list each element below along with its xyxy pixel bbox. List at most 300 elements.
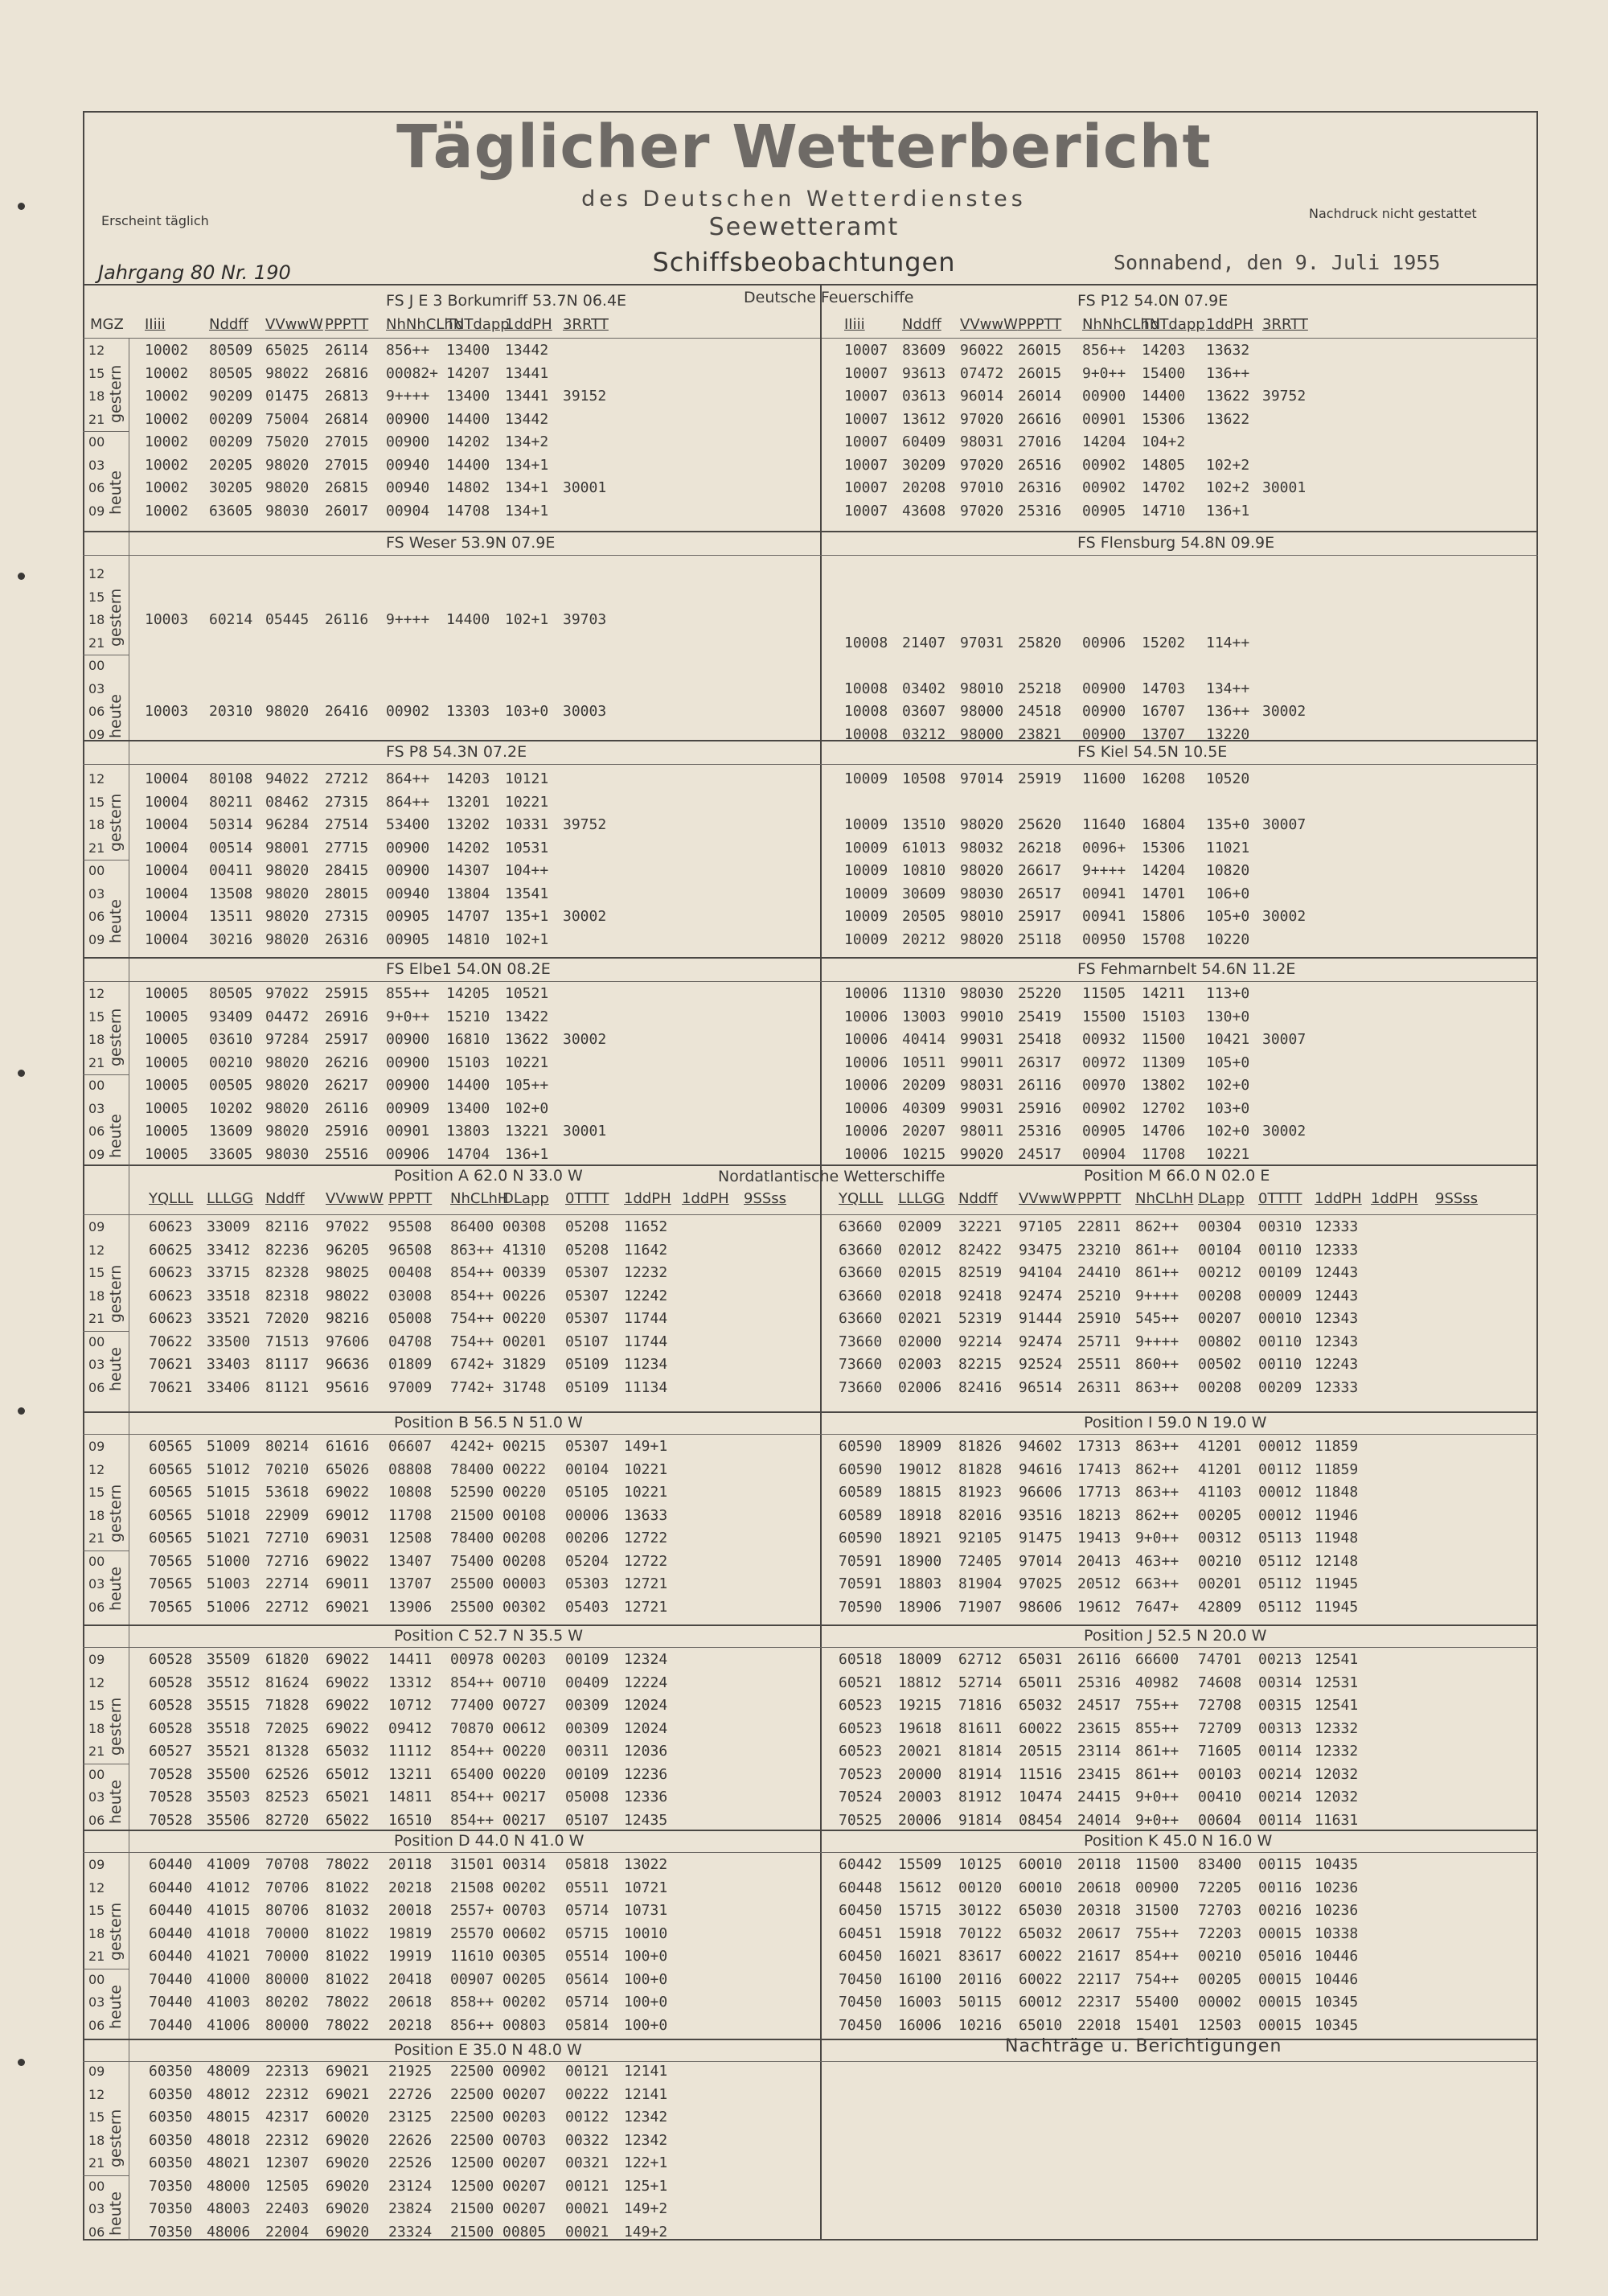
hour-label: 12 bbox=[88, 566, 105, 581]
issue-number: Jahrgang 80 Nr. 190 bbox=[98, 261, 291, 284]
right-data-cell: 22117 bbox=[1077, 1970, 1122, 1988]
left-data-cell: 27212 bbox=[325, 770, 369, 787]
ship-position-right: Position J 52.5 N 20.0 W bbox=[1084, 1627, 1267, 1645]
right-data-cell: 135+0 bbox=[1206, 816, 1250, 833]
right-data-cell: 83617 bbox=[958, 1948, 1003, 1965]
left-data-cell: 100+0 bbox=[624, 1970, 668, 1988]
left-data-cell: 69022 bbox=[326, 1651, 370, 1668]
hour-label: 09 bbox=[88, 2064, 105, 2079]
left-data-cell: 00220 bbox=[503, 1484, 547, 1501]
right-data-cell: 00205 bbox=[1198, 1970, 1242, 1988]
right-data-cell: 98020 bbox=[960, 930, 1004, 948]
hour-label: 00 bbox=[88, 1971, 105, 1987]
left-data-cell: 20618 bbox=[388, 1994, 433, 2011]
left-data-cell: 00226 bbox=[503, 1287, 547, 1304]
left-data-cell: 00703 bbox=[503, 1902, 547, 1919]
left-data-cell: 35515 bbox=[207, 1697, 251, 1714]
right-data-cell: 11500 bbox=[1142, 1031, 1186, 1048]
left-data-cell: 00907 bbox=[450, 1970, 494, 1988]
right-data-cell: 91475 bbox=[1019, 1530, 1063, 1546]
right-data-cell: 114++ bbox=[1206, 634, 1250, 651]
left-data-cell: 39752 bbox=[563, 816, 607, 833]
hour-label: 06 bbox=[88, 1123, 105, 1139]
right-data-cell: 11859 bbox=[1315, 1460, 1359, 1478]
right-data-cell: 62712 bbox=[958, 1651, 1003, 1668]
right-data-cell: 854++ bbox=[1135, 1948, 1179, 1965]
corrections-heading: Nachträge u. Berichtigungen bbox=[1005, 2036, 1282, 2056]
ws-right-col-header: VVwwW bbox=[1019, 1190, 1077, 1207]
right-data-cell: 97014 bbox=[960, 770, 1004, 787]
left-data-cell: 60565 bbox=[149, 1438, 193, 1455]
right-data-cell: 103+0 bbox=[1206, 1099, 1250, 1117]
fs-right-col-header: Nddff bbox=[902, 316, 941, 333]
left-data-cell: 4242+ bbox=[450, 1438, 494, 1455]
left-data-cell: 10808 bbox=[388, 1484, 433, 1501]
right-data-cell: 20505 bbox=[902, 908, 946, 925]
left-data-cell: 97606 bbox=[326, 1333, 370, 1350]
left-data-cell: 134+1 bbox=[505, 479, 549, 496]
left-data-cell: 13312 bbox=[388, 1674, 433, 1691]
right-data-cell: 43608 bbox=[902, 502, 946, 520]
left-data-cell: 13303 bbox=[446, 703, 490, 720]
right-data-cell: 31500 bbox=[1135, 1902, 1179, 1919]
right-data-cell: 91444 bbox=[1019, 1310, 1063, 1327]
left-data-cell: 75004 bbox=[265, 410, 310, 428]
left-data-cell: 10005 bbox=[145, 1123, 189, 1140]
left-data-cell: 05008 bbox=[388, 1310, 433, 1327]
left-data-cell: 96284 bbox=[265, 816, 310, 833]
left-data-cell: 00202 bbox=[503, 1994, 547, 2011]
right-data-cell: 30001 bbox=[1262, 479, 1306, 496]
left-data-cell: 10202 bbox=[209, 1099, 253, 1117]
left-data-cell: 78400 bbox=[450, 1460, 494, 1478]
left-data-cell: 81624 bbox=[265, 1674, 310, 1691]
ws-right-col-header: LLLGG bbox=[898, 1190, 945, 1207]
left-data-cell: 10002 bbox=[145, 364, 189, 382]
right-data-cell: 12032 bbox=[1315, 1765, 1359, 1783]
left-data-cell: 65032 bbox=[326, 1743, 370, 1760]
left-data-cell: 10004 bbox=[145, 816, 189, 833]
right-data-cell: 15202 bbox=[1142, 634, 1186, 651]
ws-left-col-header: PPPTT bbox=[388, 1190, 433, 1207]
right-data-cell: 00104 bbox=[1198, 1241, 1242, 1259]
right-data-cell: 96514 bbox=[1019, 1378, 1063, 1396]
right-data-cell: 9++++ bbox=[1082, 862, 1126, 879]
left-data-cell: 00900 bbox=[386, 433, 430, 450]
left-data-cell: 10004 bbox=[145, 908, 189, 925]
right-data-cell: 00015 bbox=[1258, 1994, 1302, 2011]
ws-left-col-header: VVwwW bbox=[326, 1190, 384, 1207]
left-data-cell: 39152 bbox=[563, 388, 607, 405]
left-data-cell: 14203 bbox=[446, 770, 490, 787]
right-data-cell: 20006 bbox=[898, 1811, 942, 1829]
left-data-cell: 31748 bbox=[503, 1378, 547, 1396]
right-data-cell: 00208 bbox=[1198, 1287, 1242, 1304]
left-data-cell: 98020 bbox=[265, 456, 310, 474]
hour-label: 00 bbox=[88, 2178, 105, 2194]
station-title-right: FS Kiel 54.5N 10.5E bbox=[1077, 743, 1228, 761]
left-data-cell: 102+1 bbox=[505, 611, 549, 628]
right-data-cell: 02000 bbox=[898, 1333, 942, 1350]
right-data-cell: 25210 bbox=[1077, 1287, 1122, 1304]
hour-label: 12 bbox=[88, 1242, 105, 1258]
right-data-cell: 41103 bbox=[1198, 1484, 1242, 1501]
right-data-cell: 12443 bbox=[1315, 1264, 1359, 1281]
right-data-cell: 97105 bbox=[1019, 1218, 1063, 1235]
left-data-cell: 93409 bbox=[209, 1008, 253, 1025]
left-data-cell: 50314 bbox=[209, 816, 253, 833]
hour-label: 21 bbox=[88, 411, 105, 427]
left-data-cell: 69021 bbox=[326, 2063, 370, 2080]
right-data-cell: 11600 bbox=[1082, 770, 1126, 787]
left-data-cell: 12508 bbox=[388, 1530, 433, 1546]
left-data-cell: 2557+ bbox=[450, 1902, 494, 1919]
left-data-cell: 10003 bbox=[145, 611, 189, 628]
right-data-cell: 102+2 bbox=[1206, 456, 1250, 474]
left-data-cell: 81022 bbox=[326, 1924, 370, 1942]
left-data-cell: 10002 bbox=[145, 388, 189, 405]
right-data-cell: 20209 bbox=[902, 1077, 946, 1094]
left-data-cell: 00311 bbox=[565, 1743, 609, 1760]
right-data-cell: 00103 bbox=[1198, 1765, 1242, 1783]
right-data-cell: 00115 bbox=[1258, 1856, 1302, 1873]
left-data-cell: 05307 bbox=[565, 1264, 609, 1281]
right-data-cell: 03402 bbox=[902, 680, 946, 697]
left-data-cell: 01809 bbox=[388, 1356, 433, 1373]
right-data-cell: 94602 bbox=[1019, 1438, 1063, 1455]
left-data-cell: 00900 bbox=[386, 1031, 430, 1048]
title-rule bbox=[83, 764, 1538, 765]
ws-left-col-header: 0TTTT bbox=[565, 1190, 609, 1207]
right-data-cell: 02021 bbox=[898, 1310, 942, 1327]
left-data-cell: 26916 bbox=[325, 1008, 369, 1025]
right-data-cell: 93475 bbox=[1019, 1241, 1063, 1259]
title-rule bbox=[83, 1434, 1538, 1435]
right-data-cell: 863++ bbox=[1135, 1438, 1179, 1455]
right-data-cell: 74701 bbox=[1198, 1651, 1242, 1668]
left-data-cell: 05814 bbox=[565, 2016, 609, 2034]
page-subtitle-section: Schiffsbeobachtungen bbox=[652, 247, 956, 277]
right-data-cell: 60523 bbox=[839, 1697, 883, 1714]
left-data-cell: 69022 bbox=[326, 1484, 370, 1501]
right-data-cell: 93613 bbox=[902, 364, 946, 382]
right-data-cell: 26517 bbox=[1018, 885, 1062, 902]
right-data-cell: 18921 bbox=[898, 1530, 942, 1546]
left-data-cell: 60565 bbox=[149, 1484, 193, 1501]
hour-label: 21 bbox=[88, 2155, 105, 2171]
hour-label: 15 bbox=[88, 2109, 105, 2125]
left-data-cell: 122+1 bbox=[624, 2154, 668, 2171]
right-data-cell: 12443 bbox=[1315, 1287, 1359, 1304]
left-data-cell: 00902 bbox=[386, 703, 430, 720]
left-data-cell: 136+1 bbox=[505, 1145, 549, 1163]
left-data-cell: 14400 bbox=[446, 1077, 490, 1094]
left-data-cell: 855++ bbox=[386, 985, 430, 1002]
left-data-cell: 856++ bbox=[450, 2016, 494, 2034]
right-data-cell: 99010 bbox=[960, 1008, 1004, 1025]
left-data-cell: 00121 bbox=[565, 2063, 609, 2080]
left-data-cell: 12505 bbox=[265, 2177, 310, 2195]
ws-left-col-header: Nddff bbox=[265, 1190, 305, 1207]
right-data-cell: 60523 bbox=[839, 1719, 883, 1737]
left-data-cell: 30001 bbox=[563, 479, 607, 496]
station-title-left: FS Elbe1 54.0N 08.2E bbox=[386, 960, 551, 978]
right-data-cell: 00313 bbox=[1258, 1719, 1302, 1737]
left-data-cell: 22909 bbox=[265, 1506, 310, 1524]
right-data-cell: 40982 bbox=[1135, 1674, 1179, 1691]
left-data-cell: 70528 bbox=[149, 1811, 193, 1829]
left-data-cell: 13400 bbox=[446, 342, 490, 359]
left-data-cell: 12500 bbox=[450, 2177, 494, 2195]
right-data-cell: 65010 bbox=[1019, 2016, 1063, 2034]
right-data-cell: 26015 bbox=[1018, 364, 1062, 382]
left-data-cell: 80706 bbox=[265, 1902, 310, 1919]
right-data-cell: 60590 bbox=[839, 1438, 883, 1455]
right-data-cell: 25316 bbox=[1018, 1123, 1062, 1140]
right-data-cell: 97020 bbox=[960, 502, 1004, 520]
left-data-cell: 00217 bbox=[503, 1811, 547, 1829]
right-data-cell: 72203 bbox=[1198, 1924, 1242, 1942]
left-data-cell: 10004 bbox=[145, 930, 189, 948]
left-data-cell: 22312 bbox=[265, 2131, 310, 2149]
left-data-cell: 72025 bbox=[265, 1719, 310, 1737]
left-data-cell: 05714 bbox=[565, 1902, 609, 1919]
right-data-cell: 92474 bbox=[1019, 1287, 1063, 1304]
ship-position-left: Position B 56.5 N 51.0 W bbox=[394, 1414, 583, 1431]
hour-label: 21 bbox=[88, 1949, 105, 1964]
right-note: Nachdruck nicht gestattet bbox=[1309, 206, 1477, 221]
left-data-cell: 98030 bbox=[265, 502, 310, 520]
right-data-cell: 98020 bbox=[960, 816, 1004, 833]
left-data-cell: 9++++ bbox=[386, 611, 430, 628]
left-data-cell: 30001 bbox=[563, 1123, 607, 1140]
left-data-cell: 00104 bbox=[565, 1460, 609, 1478]
fs-right-col-header: VVwwW bbox=[960, 316, 1018, 333]
gestern-label: gestern bbox=[107, 588, 125, 647]
left-data-cell: 65026 bbox=[326, 1460, 370, 1478]
left-data-cell: 98020 bbox=[265, 1123, 310, 1140]
left-data-cell: 98020 bbox=[265, 862, 310, 879]
right-data-cell: 02009 bbox=[898, 1218, 942, 1235]
gestern-label: gestern bbox=[107, 1264, 125, 1323]
left-data-cell: 48006 bbox=[207, 2223, 251, 2241]
left-data-cell: 11610 bbox=[450, 1948, 494, 1965]
right-data-cell: 00304 bbox=[1198, 1218, 1242, 1235]
right-data-cell: 861++ bbox=[1135, 1743, 1179, 1760]
block-rule bbox=[83, 531, 1538, 532]
left-data-cell: 97009 bbox=[388, 1378, 433, 1396]
left-data-cell: 25516 bbox=[325, 1145, 369, 1163]
right-data-cell: 10007 bbox=[844, 502, 888, 520]
right-data-cell: 10215 bbox=[902, 1145, 946, 1163]
right-data-cell: 105+0 bbox=[1206, 1054, 1250, 1071]
left-data-cell: 69022 bbox=[326, 1674, 370, 1691]
hour-label: 21 bbox=[88, 1744, 105, 1759]
left-data-cell: 65021 bbox=[326, 1789, 370, 1805]
right-data-cell: 30007 bbox=[1262, 1031, 1306, 1048]
left-data-cell: 13221 bbox=[505, 1123, 549, 1140]
left-data-cell: 00409 bbox=[565, 1674, 609, 1691]
right-data-cell: 00010 bbox=[1258, 1310, 1302, 1327]
left-data-cell: 13441 bbox=[505, 388, 549, 405]
left-data-cell: 52590 bbox=[450, 1484, 494, 1501]
left-data-cell: 134+2 bbox=[505, 433, 549, 450]
right-data-cell: 10007 bbox=[844, 433, 888, 450]
right-data-cell: 12148 bbox=[1315, 1552, 1359, 1570]
block-rule bbox=[83, 2039, 1538, 2040]
left-data-cell: 60440 bbox=[149, 1879, 193, 1896]
left-data-cell: 26216 bbox=[325, 1054, 369, 1071]
left-data-cell: 82328 bbox=[265, 1264, 310, 1281]
left-data-cell: 70708 bbox=[265, 1856, 310, 1873]
left-data-cell: 97022 bbox=[265, 985, 310, 1002]
left-data-cell: 72716 bbox=[265, 1552, 310, 1570]
left-data-cell: 12307 bbox=[265, 2154, 310, 2171]
left-data-cell: 05307 bbox=[565, 1438, 609, 1455]
right-data-cell: 11640 bbox=[1082, 816, 1126, 833]
hour-label: 03 bbox=[88, 457, 105, 473]
left-data-cell: 80211 bbox=[209, 793, 253, 811]
fs-left-col-header: IIiii bbox=[145, 316, 166, 333]
left-data-cell: 70621 bbox=[149, 1356, 193, 1373]
left-data-cell: 20218 bbox=[388, 2016, 433, 2034]
heute-label: heute bbox=[107, 1780, 125, 1824]
right-data-cell: 863++ bbox=[1135, 1378, 1179, 1396]
left-data-cell: 00302 bbox=[503, 1598, 547, 1616]
right-data-cell: 00214 bbox=[1258, 1765, 1302, 1783]
right-data-cell: 10220 bbox=[1206, 930, 1250, 948]
left-data-cell: 51018 bbox=[207, 1506, 251, 1524]
left-data-cell: 13400 bbox=[446, 388, 490, 405]
right-data-cell: 15400 bbox=[1142, 364, 1186, 382]
right-data-cell: 10006 bbox=[844, 1054, 888, 1071]
right-data-cell: 19215 bbox=[898, 1697, 942, 1714]
right-data-cell: 18900 bbox=[898, 1552, 942, 1570]
hour-label: 09 bbox=[88, 1652, 105, 1667]
right-data-cell: 10008 bbox=[844, 680, 888, 697]
right-data-cell: 00314 bbox=[1258, 1674, 1302, 1691]
station-title-left: FS Weser 53.9N 07.9E bbox=[386, 534, 556, 552]
right-data-cell: 03212 bbox=[902, 725, 946, 743]
ws-left-col-header: DLapp bbox=[503, 1190, 549, 1207]
hour-label: 21 bbox=[88, 1530, 105, 1546]
left-data-cell: 854++ bbox=[450, 1287, 494, 1304]
hour-label: 06 bbox=[88, 1379, 105, 1395]
right-data-cell: 20000 bbox=[898, 1765, 942, 1783]
right-data-cell: 92418 bbox=[958, 1287, 1003, 1304]
right-data-cell: 861++ bbox=[1135, 1264, 1179, 1281]
right-data-cell: 02015 bbox=[898, 1264, 942, 1281]
left-data-cell: 10005 bbox=[145, 1054, 189, 1071]
hour-label: 12 bbox=[88, 986, 105, 1001]
right-data-cell: 92474 bbox=[1019, 1333, 1063, 1350]
hour-label: 21 bbox=[88, 1311, 105, 1326]
right-data-cell: 00972 bbox=[1082, 1054, 1126, 1071]
right-data-cell: 25118 bbox=[1018, 930, 1062, 948]
left-data-cell: 20310 bbox=[209, 703, 253, 720]
right-data-cell: 12333 bbox=[1315, 1378, 1359, 1396]
left-data-cell: 00710 bbox=[503, 1674, 547, 1691]
right-data-cell: 00901 bbox=[1082, 410, 1126, 428]
left-data-cell: 21500 bbox=[450, 2200, 494, 2217]
right-data-cell: 13003 bbox=[902, 1008, 946, 1025]
right-data-cell: 65030 bbox=[1019, 1902, 1063, 1919]
left-data-cell: 754++ bbox=[450, 1333, 494, 1350]
right-data-cell: 12531 bbox=[1315, 1674, 1359, 1691]
left-data-cell: 14400 bbox=[446, 456, 490, 474]
right-data-cell: 11708 bbox=[1142, 1145, 1186, 1163]
right-data-cell: 00110 bbox=[1258, 1356, 1302, 1373]
right-data-cell: 82016 bbox=[958, 1506, 1003, 1524]
left-data-cell: 00314 bbox=[503, 1856, 547, 1873]
left-data-cell: 70350 bbox=[149, 2177, 193, 2195]
right-data-cell: 10009 bbox=[844, 839, 888, 856]
left-data-cell: 48021 bbox=[207, 2154, 251, 2171]
left-data-cell: 10004 bbox=[145, 885, 189, 902]
right-data-cell: 10007 bbox=[844, 456, 888, 474]
right-data-cell: 70523 bbox=[839, 1765, 883, 1783]
left-data-cell: 00940 bbox=[386, 456, 430, 474]
right-data-cell: 10008 bbox=[844, 725, 888, 743]
right-data-cell: 14203 bbox=[1142, 342, 1186, 359]
right-data-cell: 81828 bbox=[958, 1460, 1003, 1478]
fs-left-col-header: Nddff bbox=[209, 316, 248, 333]
heute-label: heute bbox=[107, 470, 125, 515]
left-data-cell: 13442 bbox=[505, 342, 549, 359]
right-data-cell: 10421 bbox=[1206, 1031, 1250, 1048]
left-data-cell: 80509 bbox=[209, 342, 253, 359]
right-data-cell: 18918 bbox=[898, 1506, 942, 1524]
hour-label: 09 bbox=[88, 1857, 105, 1872]
right-data-cell: 755++ bbox=[1135, 1924, 1179, 1942]
fs-section-bar bbox=[83, 285, 1538, 310]
left-data-cell: 23324 bbox=[388, 2223, 433, 2241]
ship-position-left: Position C 52.7 N 35.5 W bbox=[394, 1627, 584, 1645]
left-data-cell: 05109 bbox=[565, 1356, 609, 1373]
right-data-cell: 9++++ bbox=[1135, 1287, 1179, 1304]
right-data-cell: 22811 bbox=[1077, 1218, 1122, 1235]
ship-position-right: Position M 66.0 N 02.0 E bbox=[1084, 1167, 1270, 1185]
fs-left-col-header: NhNhCLhN bbox=[386, 316, 465, 333]
right-data-cell: 60450 bbox=[839, 1948, 883, 1965]
ship-position-left: Position D 44.0 N 41.0 W bbox=[394, 1832, 585, 1850]
right-data-cell: 71605 bbox=[1198, 1743, 1242, 1760]
right-data-cell: 862++ bbox=[1135, 1218, 1179, 1235]
right-data-cell: 9+0++ bbox=[1135, 1789, 1179, 1805]
left-data-cell: 15210 bbox=[446, 1008, 490, 1025]
left-data-cell: 80505 bbox=[209, 985, 253, 1002]
right-data-cell: 72405 bbox=[958, 1552, 1003, 1570]
gestern-label: gestern bbox=[107, 2109, 125, 2167]
hour-label: 00 bbox=[88, 1333, 105, 1349]
left-data-cell: 21925 bbox=[388, 2063, 433, 2080]
right-data-cell: 10006 bbox=[844, 1123, 888, 1140]
right-data-cell: 98032 bbox=[960, 839, 1004, 856]
left-data-cell: 98216 bbox=[326, 1310, 370, 1327]
right-data-cell: 104+2 bbox=[1142, 433, 1186, 450]
left-data-cell: 80505 bbox=[209, 364, 253, 382]
left-data-cell: 149+2 bbox=[624, 2200, 668, 2217]
left-data-cell: 70565 bbox=[149, 1598, 193, 1616]
right-data-cell: 26116 bbox=[1018, 1077, 1062, 1094]
right-data-cell: 15401 bbox=[1135, 2016, 1179, 2034]
left-data-cell: 65400 bbox=[450, 1765, 494, 1783]
left-data-cell: 134+1 bbox=[505, 502, 549, 520]
right-data-cell: 20515 bbox=[1019, 1743, 1063, 1760]
right-data-cell: 60450 bbox=[839, 1902, 883, 1919]
left-data-cell: 00308 bbox=[503, 1218, 547, 1235]
heute-label: heute bbox=[107, 1347, 125, 1391]
